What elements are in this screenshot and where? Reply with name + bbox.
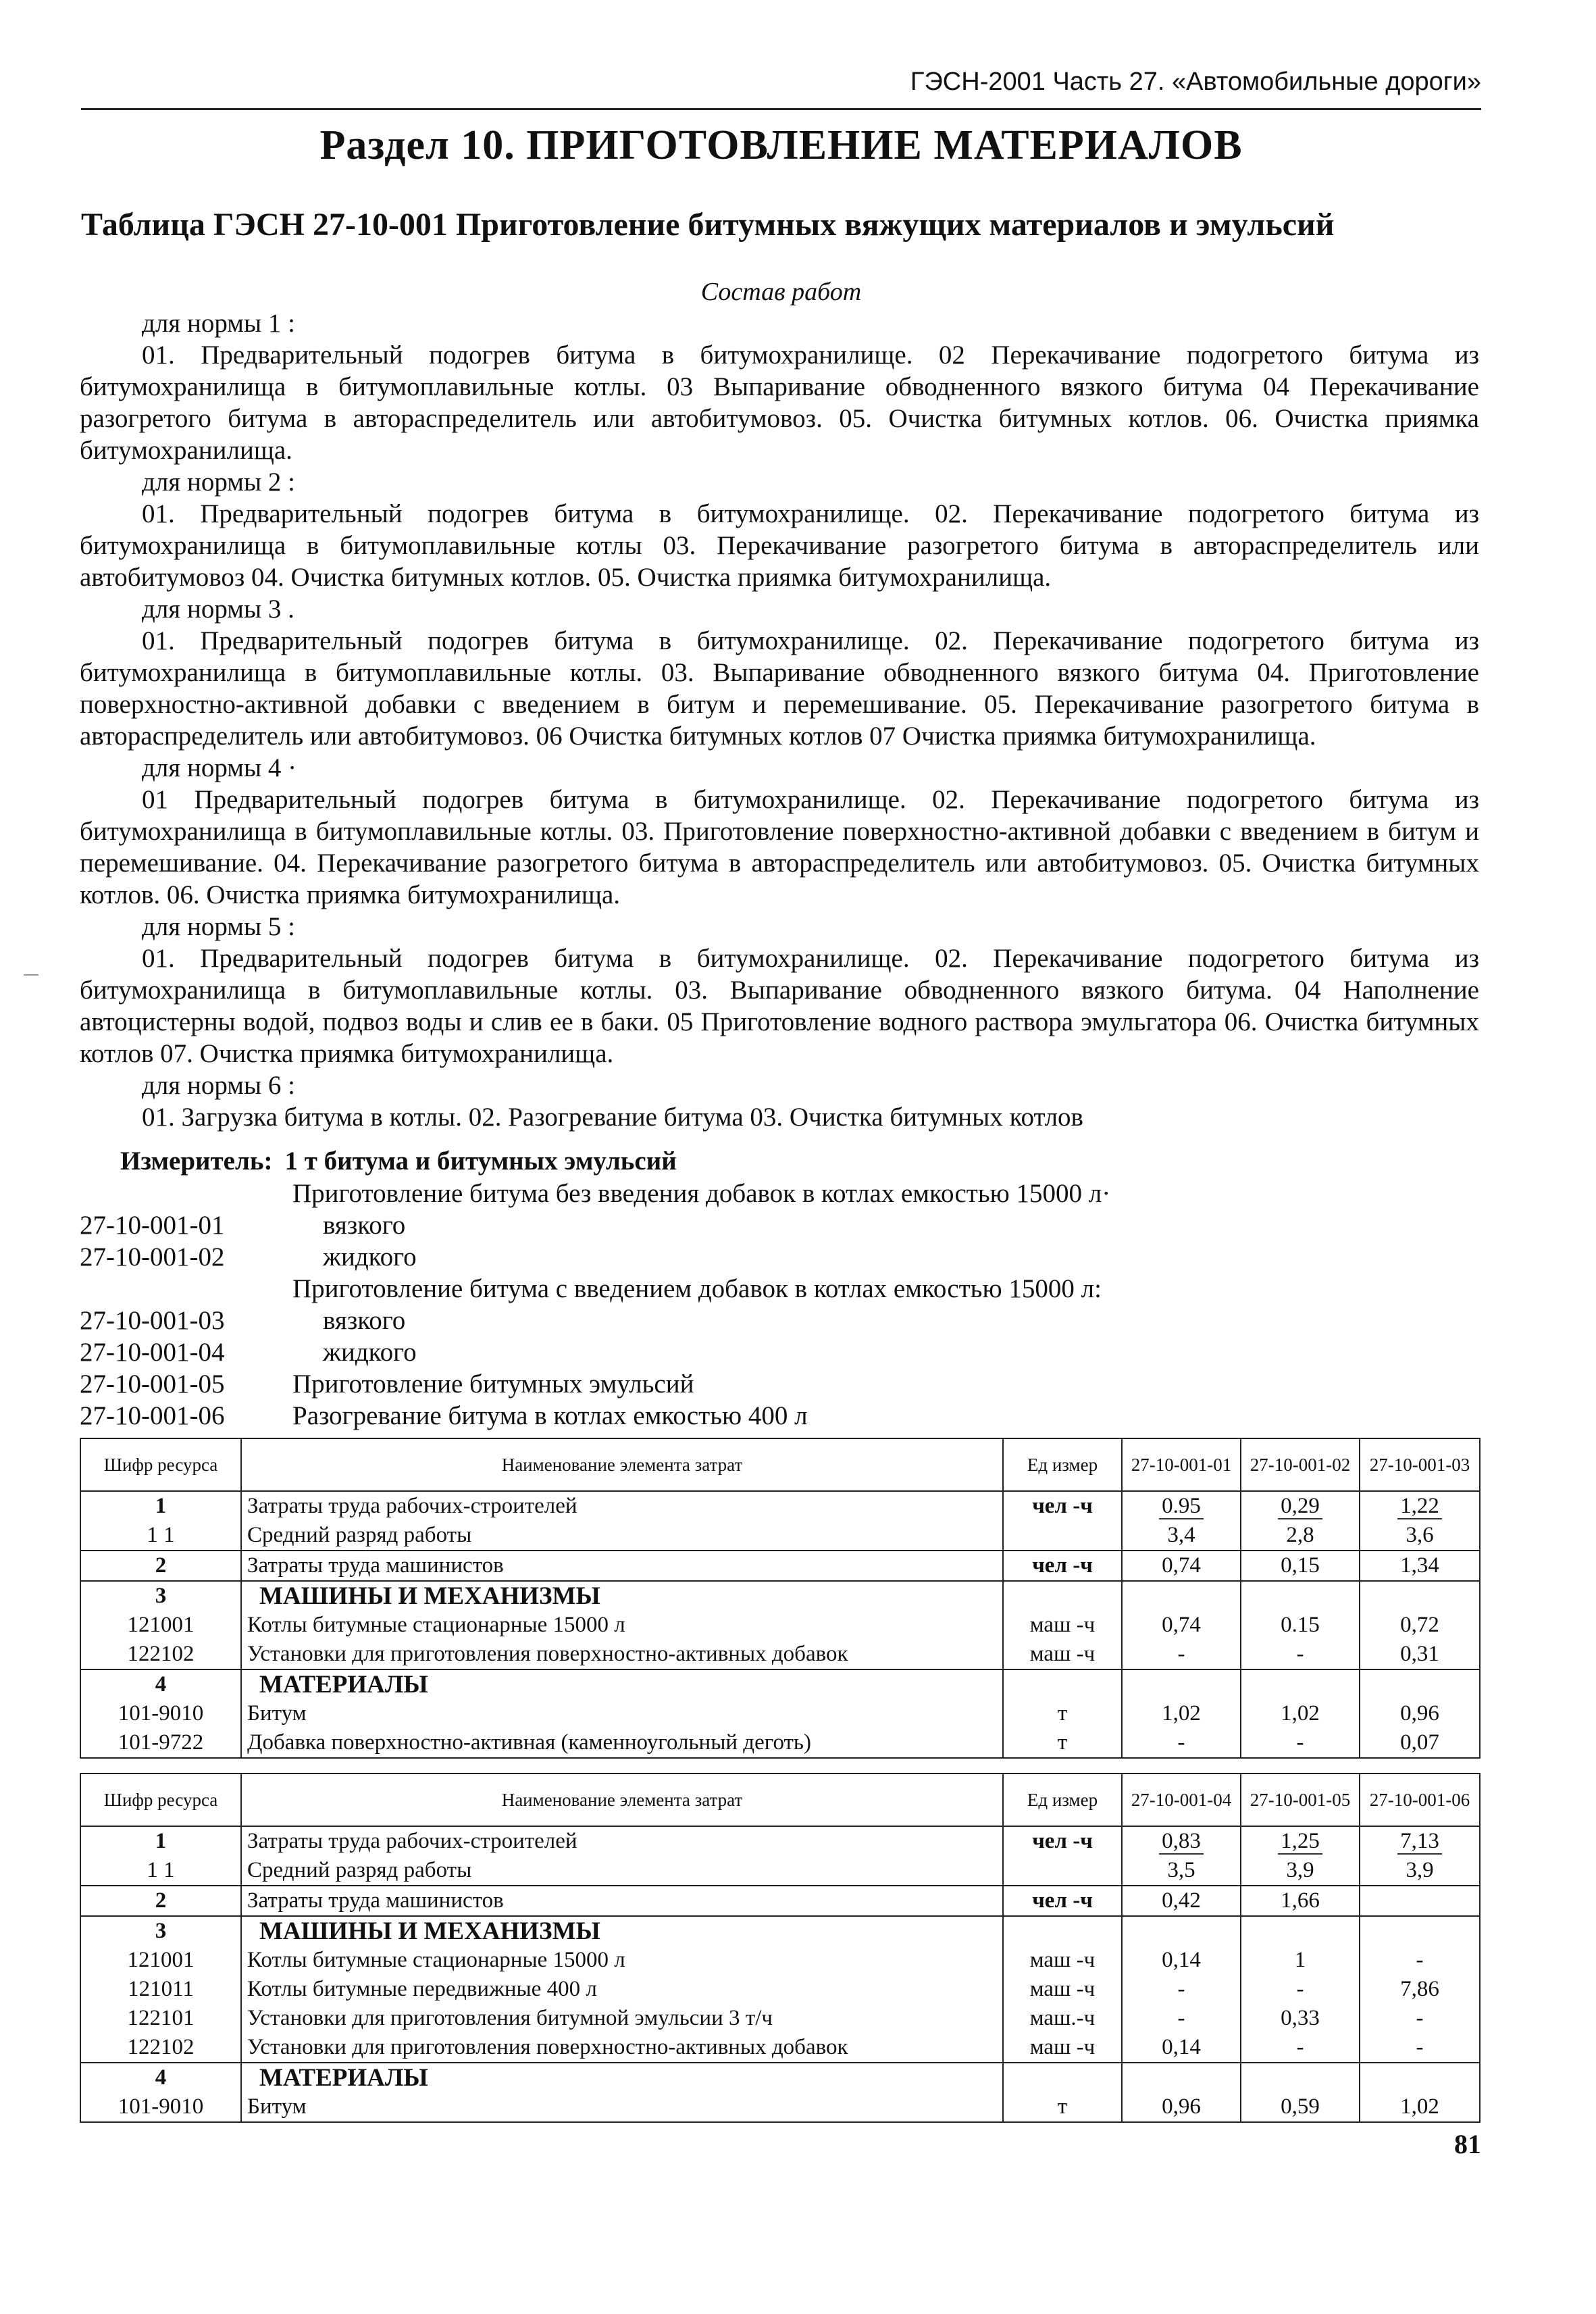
cell-value: 0,59 (1241, 2092, 1360, 2122)
cell-value: 1,66 (1241, 1886, 1360, 1916)
norm-name: Приготовление битумных эмульсий (292, 1369, 694, 1399)
cell-unit: т (1003, 2092, 1122, 2122)
cell-value: - (1122, 1728, 1241, 1758)
cell-value: - (1122, 1640, 1241, 1669)
cell-unit (1003, 1581, 1122, 1611)
cell-unit: чел -ч (1003, 1886, 1122, 1916)
table-row (80, 1611, 1480, 1640)
table-header-row (80, 1438, 1480, 1491)
cell-code: 1 1 (80, 1856, 241, 1886)
cell-value: 0,07 (1360, 1728, 1480, 1758)
table-row (80, 1521, 1480, 1551)
norm-text-3: 01. Предварительный подогрев битума в битумохранилище. 02. Перекачивание подогретого битума из битумохранилища в битумоплавильные котлы. 03. Выпаривание обводненного вязкого битума 04. Приготовление поверхностно-активной добавки с введением в битум и перемешивание. 05. Перекачивание разогретого битума в автораспределитель или автобитумовоз. 06 Очистка битумных котлов 07 Очистка приямка битумохранилища. (80, 626, 1479, 751)
norm-list-item (80, 1369, 1479, 1401)
col-header-norm: 27-10-001-05 (1241, 1774, 1360, 1826)
cell-value: 0,83 (1122, 1826, 1241, 1856)
table-row (80, 1491, 1480, 1521)
cell-unit (1003, 1856, 1122, 1886)
measure-value: 1 т битума и битумных эмульсий (284, 1147, 677, 1176)
cell-unit (1003, 1916, 1122, 1946)
cell-value (1122, 1669, 1241, 1699)
cell-name: Затраты труда рабочих-строителей (241, 1826, 1003, 1856)
col-header-norm: 27-10-001-04 (1122, 1774, 1241, 1826)
cell-name: Установки для приготовления поверхностно-активных добавок (241, 1640, 1003, 1669)
running-header: ГЭСН-2001 Часть 27. «Автомобильные дороги» (910, 68, 1481, 96)
cell-value: 1,02 (1122, 1699, 1241, 1728)
cell-code: 4 (80, 1669, 241, 1699)
header-rule (81, 108, 1481, 110)
cell-unit: маш.-ч (1003, 2004, 1122, 2033)
cell-name: Средний разряд работы (241, 1521, 1003, 1551)
cell-value: 1 (1241, 1946, 1360, 1975)
cell-name: Установки для приготовления поверхностно-активных добавок (241, 2033, 1003, 2063)
cell-code: 4 (80, 2063, 241, 2092)
cell-unit: чел -ч (1003, 1551, 1122, 1581)
measure-label: Измеритель: (120, 1147, 273, 1176)
cell-value: - (1241, 1728, 1360, 1758)
col-header-code: Шифр ресурса (80, 1438, 241, 1491)
cell-value: 2,8 (1241, 1521, 1360, 1551)
col-header-unit: Ед измер (1003, 1438, 1122, 1491)
cell-code: 1 (80, 1491, 241, 1521)
cell-name: Затраты труда машинистов (241, 1551, 1003, 1581)
cell-code: 2 (80, 1551, 241, 1581)
cell-value: - (1360, 1946, 1480, 1975)
cell-value: 0,15 (1241, 1551, 1360, 1581)
norm-text-2: 01. Предварительный подогрев битума в битумохранилище. 02. Перекачивание подогретого битума из битумохранилища в битумоплавильные котлы 03. Перекачивание разогретого битума в автораспределитель или автобитумовоз 04. Очистка битумных котлов. 05. Очистка приямка битумохранилища. (80, 499, 1479, 592)
table-group-row (80, 1669, 1480, 1699)
cell-value (1360, 1581, 1480, 1611)
cell-value: - (1122, 1975, 1241, 2004)
table-row (80, 1551, 1480, 1581)
norm-group-2: Приготовление битума с введением добавок в котлах емкостью 15000 л: (292, 1274, 1102, 1303)
table-group-row (80, 1916, 1480, 1946)
cell-unit: маш -ч (1003, 1611, 1122, 1640)
norm-text-4: 01 Предварительный подогрев битума в битумохранилище. 02. Перекачивание подогретого битума из битумохранилища в битумоплавильные котлы. 03. Приготовление поверхностно-активной добавки с введением в битум и перемешивание. 04. Перекачивание разогретого битума в автораспределитель или автобитумовоз. 05. Очистка битумных котлов. 06. Очистка приямка битумохранилища. (80, 785, 1479, 909)
norm-name: жидкого (323, 1242, 417, 1272)
norm-text-1: 01. Предварительный подогрев битума в битумохранилище. 02 Перекачивание подогретого битума из битумохранилища в битумоплавильные котлы. 03 Выпаривание обводненного вязкого битума 04 Перекачивание разогретого битума в автораспределитель или автобитумовоз. 05. Очистка битумных котлов. 06. Очистка приямка битумохранилища. (80, 341, 1479, 465)
norm-list-item (80, 1401, 1479, 1432)
cell-value: 1,22 (1360, 1491, 1480, 1521)
norm-label-5: для нормы 5 : (142, 912, 295, 941)
cell-value: - (1360, 2033, 1480, 2063)
resource-table-1 (80, 1438, 1481, 1759)
norm-label-4: для нормы 4 · (142, 753, 297, 782)
cell-code: 3 (80, 1916, 241, 1946)
table-title: Таблица ГЭСН 27-10-001 Приготовление битумных вяжущих материалов и эмульсий (81, 207, 1335, 243)
norm-text-5: 01. Предварительный подогрев битума в битумохранилище. 02. Перекачивание подогретого битума из битумохранилища в битумоплавильные котлы. 03. Выпаривание обводненного вязкого битума. 04 Наполнение автоцистерны водой, подвоз воды и слив ее в баки. 05 Приготовление водного раствора эмульгатора 06. Очистка битумных котлов 07. Очистка приямка битумохранилища. (80, 944, 1479, 1068)
cell-value (1241, 1669, 1360, 1699)
cell-unit (1003, 1669, 1122, 1699)
cell-code: 101-9010 (80, 2092, 241, 2122)
margin-mark (24, 974, 38, 976)
norm-name: вязкого (323, 1306, 406, 1335)
cell-code: 3 (80, 1581, 241, 1611)
col-header-norm: 27-10-001-06 (1360, 1774, 1480, 1826)
cell-value (1241, 1581, 1360, 1611)
cell-value: - (1360, 2004, 1480, 2033)
cell-name: МАШИНЫ И МЕХАНИЗМЫ (241, 1916, 1003, 1946)
cell-value (1122, 1916, 1241, 1946)
cell-name: Установки для приготовления битумной эмульсии 3 т/ч (241, 2004, 1003, 2033)
norm-text-6: 01. Загрузка битума в котлы. 02. Разогревание битума 03. Очистка битумных котлов (142, 1103, 1083, 1132)
cell-unit: маш -ч (1003, 1946, 1122, 1975)
norm-group-heading (80, 1178, 1479, 1210)
norm-label-2: для нормы 2 : (142, 468, 295, 497)
cell-code: 122102 (80, 1640, 241, 1669)
cell-unit: чел -ч (1003, 1491, 1122, 1521)
cell-code: 1 1 (80, 1521, 241, 1551)
cell-value: 0,96 (1122, 2092, 1241, 2122)
cell-name: Битум (241, 1699, 1003, 1728)
cell-value: 0,14 (1122, 1946, 1241, 1975)
norm-list-item (80, 1305, 1479, 1337)
col-header-name: Наименование элемента затрат (241, 1774, 1003, 1826)
cell-value: 1,02 (1241, 1699, 1360, 1728)
cell-name: МАШИНЫ И МЕХАНИЗМЫ (241, 1581, 1003, 1611)
cell-value: 0,72 (1360, 1611, 1480, 1640)
table-row (80, 2004, 1480, 2033)
cell-name: Котлы битумные стационарные 15000 л (241, 1946, 1003, 1975)
col-header-norm: 27-10-001-01 (1122, 1438, 1241, 1491)
cell-name: Затраты труда машинистов (241, 1886, 1003, 1916)
norm-group-1: Приготовление битума без введения добавок в котлах емкостью 15000 л· (292, 1179, 1111, 1208)
section-title: Раздел 10. ПРИГОТОВЛЕНИЕ МАТЕРИАЛОВ (319, 122, 1243, 168)
cell-unit: маш -ч (1003, 2033, 1122, 2063)
cell-value: 0,31 (1360, 1640, 1480, 1669)
col-header-norm: 27-10-001-03 (1360, 1438, 1480, 1491)
cell-unit: т (1003, 1699, 1122, 1728)
norm-label-1: для нормы 1 : (142, 309, 295, 338)
cell-unit: маш -ч (1003, 1975, 1122, 2004)
col-header-code: Шифр ресурса (80, 1774, 241, 1826)
cell-value: 0,42 (1122, 1886, 1241, 1916)
cell-code: 2 (80, 1886, 241, 1916)
cell-code: 122101 (80, 2004, 241, 2033)
cell-value: 0,33 (1241, 2004, 1360, 2033)
norm-list-item (80, 1337, 1479, 1369)
resource-table-2 (80, 1773, 1481, 2123)
cell-value: 1,02 (1360, 2092, 1480, 2122)
cell-value: 0,96 (1360, 1699, 1480, 1728)
cell-code: 121001 (80, 1946, 241, 1975)
norm-code: 27-10-001-04 (80, 1338, 225, 1367)
cell-value: 0,74 (1122, 1551, 1241, 1581)
table-row (80, 2092, 1480, 2122)
cell-code: 101-9722 (80, 1728, 241, 1758)
cell-value: 0.95 (1122, 1491, 1241, 1521)
cell-code: 1 (80, 1826, 241, 1856)
cell-value (1122, 1581, 1241, 1611)
cell-unit (1003, 2063, 1122, 2092)
cell-value: 3,6 (1360, 1521, 1480, 1551)
cell-name: МАТЕРИАЛЫ (241, 1669, 1003, 1699)
norm-list (80, 1178, 1479, 1432)
cell-code: 121011 (80, 1975, 241, 2004)
norm-code: 27-10-001-05 (80, 1369, 225, 1399)
table-row (80, 1946, 1480, 1975)
norm-name: Разогревание битума в котлах емкостью 400 л (292, 1401, 808, 1430)
cell-name: Добавка поверхностно-активная (каменноугольный деготь) (241, 1728, 1003, 1758)
table-header-row (80, 1774, 1480, 1826)
cell-value (1122, 2063, 1241, 2092)
measure-line (120, 1146, 677, 1176)
cell-value: 1,34 (1360, 1551, 1480, 1581)
cell-unit: маш -ч (1003, 1640, 1122, 1669)
norm-code: 27-10-001-03 (80, 1306, 225, 1335)
norm-list-item (80, 1242, 1479, 1274)
table-row (80, 2033, 1480, 2063)
table-row (80, 1975, 1480, 2004)
cell-value: 3,4 (1122, 1521, 1241, 1551)
cell-value: 0,14 (1122, 2033, 1241, 2063)
cell-value: 0,29 (1241, 1491, 1360, 1521)
cell-value: - (1241, 1975, 1360, 2004)
norm-label-3: для нормы 3 . (142, 595, 294, 624)
cell-value (1360, 1669, 1480, 1699)
cell-value (1241, 1916, 1360, 1946)
cell-value: - (1241, 2033, 1360, 2063)
cell-value: - (1122, 2004, 1241, 2033)
norm-code: 27-10-001-06 (80, 1401, 225, 1430)
col-header-unit: Ед измер (1003, 1774, 1122, 1826)
cell-code: 101-9010 (80, 1699, 241, 1728)
col-header-name: Наименование элемента затрат (241, 1438, 1003, 1491)
norm-code: 27-10-001-02 (80, 1242, 225, 1272)
cell-value: 3,9 (1360, 1856, 1480, 1886)
cell-value: 7,86 (1360, 1975, 1480, 2004)
page-number: 81 (1454, 2129, 1481, 2159)
cell-code: 121001 (80, 1611, 241, 1640)
cell-code: 122102 (80, 2033, 241, 2063)
cell-value: 7,13 (1360, 1826, 1480, 1856)
table-row (80, 1826, 1480, 1856)
cell-name: Затраты труда рабочих-строителей (241, 1491, 1003, 1521)
norm-code: 27-10-001-01 (80, 1211, 225, 1240)
cell-value: 0,74 (1122, 1611, 1241, 1640)
table-group-row (80, 1581, 1480, 1611)
cell-name: Средний разряд работы (241, 1856, 1003, 1886)
table-row (80, 1699, 1480, 1728)
cell-unit: чел -ч (1003, 1826, 1122, 1856)
cell-name: МАТЕРИАЛЫ (241, 2063, 1003, 2092)
cell-unit: т (1003, 1728, 1122, 1758)
table-row (80, 1640, 1480, 1669)
work-composition (80, 307, 1479, 1133)
table-group-row (80, 2063, 1480, 2092)
cell-value: - (1241, 1640, 1360, 1669)
table-row (80, 1856, 1480, 1886)
table-row (80, 1728, 1480, 1758)
cell-value: 3,5 (1122, 1856, 1241, 1886)
cell-value: 0.15 (1241, 1611, 1360, 1640)
cell-value: 1,25 (1241, 1826, 1360, 1856)
cell-name: Битум (241, 2092, 1003, 2122)
cell-value (1241, 2063, 1360, 2092)
col-header-norm: 27-10-001-02 (1241, 1438, 1360, 1491)
composition-heading: Состав работ (700, 278, 862, 306)
cell-value (1360, 1916, 1480, 1946)
norm-name: вязкого (323, 1211, 406, 1240)
cell-value: 3,9 (1241, 1856, 1360, 1886)
cell-value (1360, 2063, 1480, 2092)
norm-name: жидкого (323, 1338, 417, 1367)
cell-value (1360, 1886, 1480, 1916)
norm-label-6: для нормы 6 : (142, 1071, 295, 1100)
table-row (80, 1886, 1480, 1916)
cell-unit (1003, 1521, 1122, 1551)
cell-name: Котлы битумные стационарные 15000 л (241, 1611, 1003, 1640)
norm-group-heading (80, 1274, 1479, 1305)
cell-name: Котлы битумные передвижные 400 л (241, 1975, 1003, 2004)
norm-list-item (80, 1210, 1479, 1242)
